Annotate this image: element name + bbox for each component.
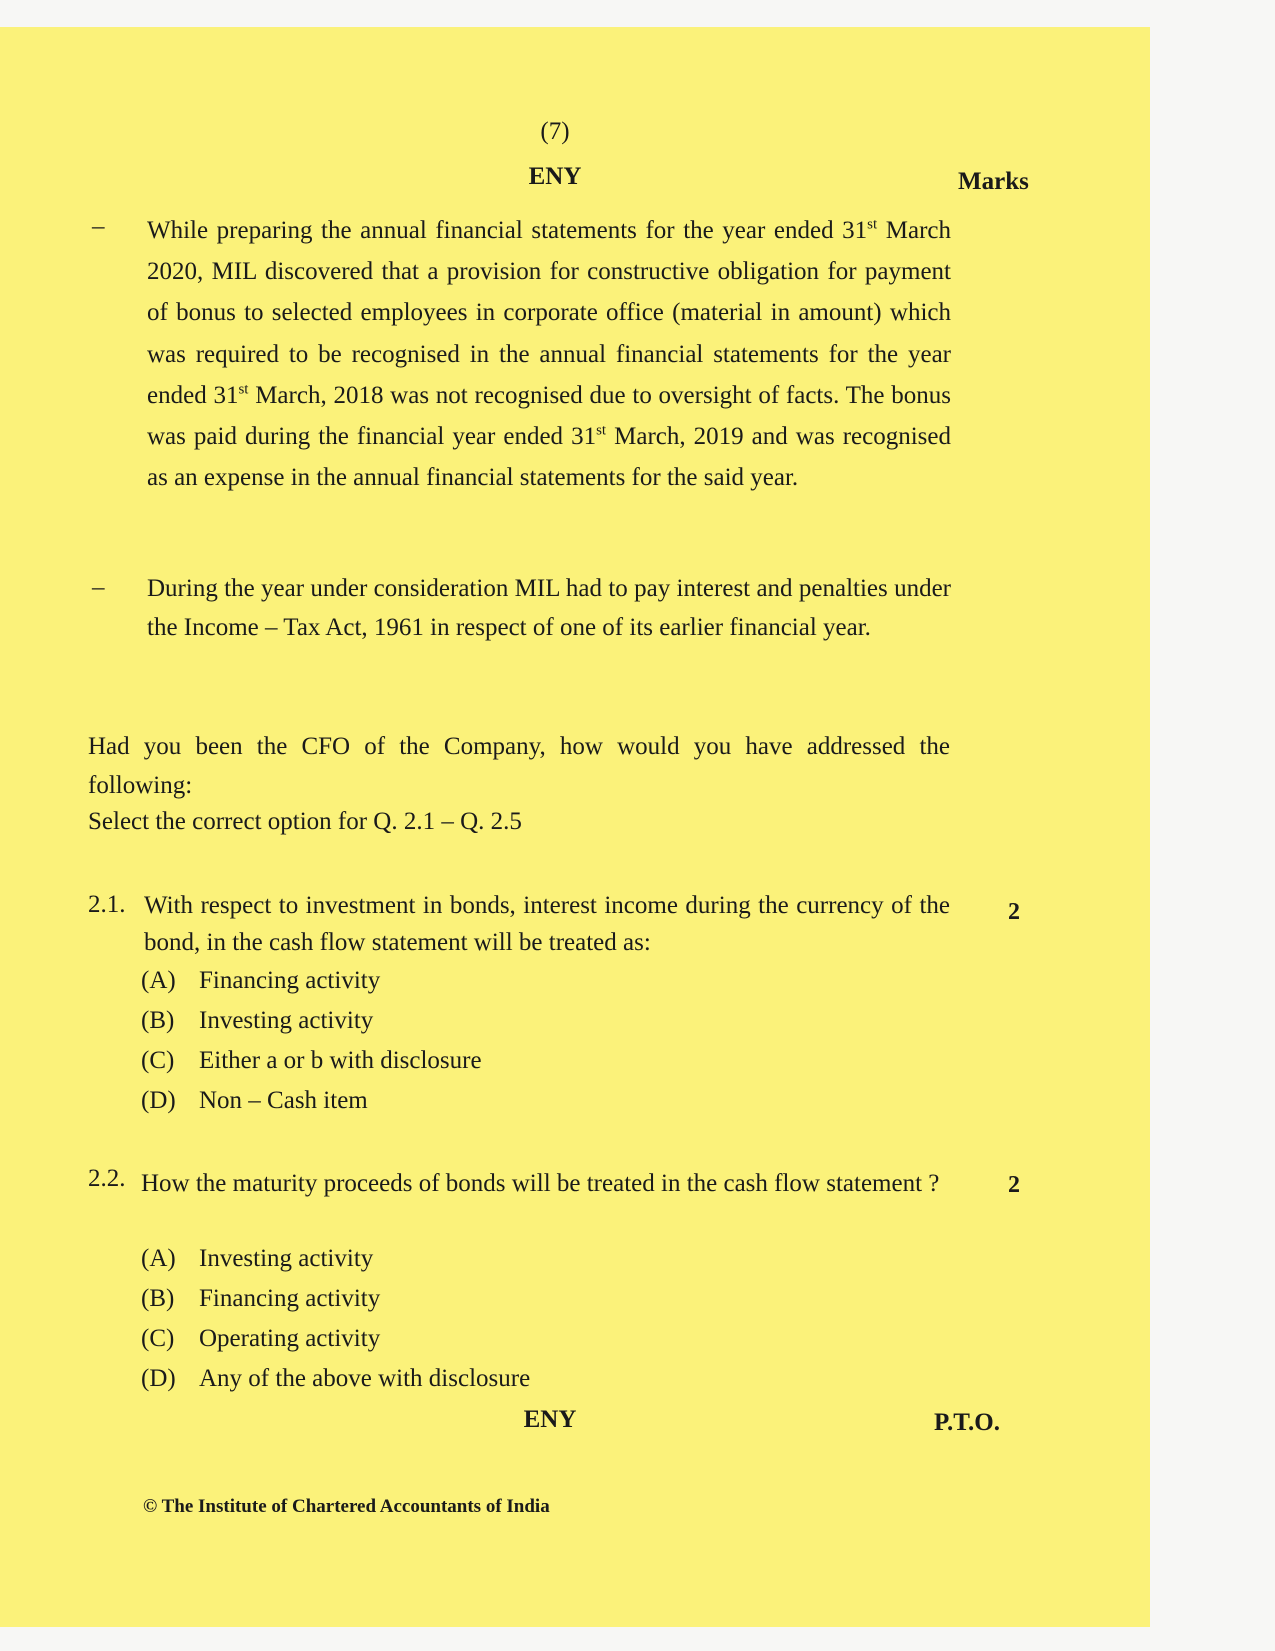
fact-paragraph-interest-penalties: During the year under consideration MIL had to pay interest and penalties under the Income – Tax Act, 1961 in respect of one of its earlier financial year. xyxy=(147,575,951,641)
option-letter: (C) xyxy=(141,1047,175,1074)
fact-bullet: – xyxy=(92,213,105,240)
option-letter: (C) xyxy=(141,1325,175,1352)
select-option-instruction: Select the correct option for Q. 2.1 – Q. 2.5 xyxy=(88,808,522,835)
option-letter: (D) xyxy=(141,1365,176,1392)
page-number: (7) xyxy=(540,118,570,145)
fact-paragraph-bonus-provision: While preparing the annual financial statements for the year ended 31st March 2020, MIL discovered that a provision for constructive obligation for payment of bonus to selected employees in corporate office (material in amount) which was required to be recognised in the annual financial statements for the year ended 31st March, 2018 was not recognised due to oversight of facts. The bonus was paid during the financial year ended 31st March, 2019 and was recognised as an expense in the annual financial statements for the said year. xyxy=(147,216,952,492)
option-text: Financing activity xyxy=(199,1285,381,1312)
option-item xyxy=(141,1046,482,1076)
option-text: Operating activity xyxy=(199,1325,381,1352)
question-number: 2.2. xyxy=(88,1165,126,1192)
option-letter: (A) xyxy=(141,1245,176,1272)
marks-heading: Marks xyxy=(958,168,1029,195)
option-item xyxy=(141,1324,380,1354)
option-item xyxy=(141,1364,530,1394)
option-text: Financing activity xyxy=(199,967,381,994)
option-letter: (B) xyxy=(141,1007,175,1034)
question-text: With respect to investment in bonds, interest income during the currency of the bond, in the cash flow statement will be treated as: xyxy=(144,892,950,956)
option-text: Non – Cash item xyxy=(199,1087,368,1114)
copyright-notice: © The Institute of Chartered Accountants of India xyxy=(143,1496,550,1517)
option-letter: (A) xyxy=(141,967,176,994)
question-text: How the maturity proceeds of bonds will be treated in the cash flow statement ? xyxy=(141,1170,940,1197)
paper-code-bottom: ENY xyxy=(523,1406,577,1433)
question-marks: 2 xyxy=(1008,1172,1020,1198)
please-turn-over: P.T.O. xyxy=(934,1409,1000,1436)
option-item xyxy=(141,1244,373,1274)
paper-code-top: ENY xyxy=(528,163,582,190)
option-item xyxy=(141,1006,373,1036)
option-item xyxy=(141,966,380,996)
option-letter: (B) xyxy=(141,1285,175,1312)
option-item xyxy=(141,1284,380,1314)
option-letter: (D) xyxy=(141,1087,176,1114)
option-text: Investing activity xyxy=(199,1245,374,1272)
fact-bullet: – xyxy=(92,574,105,601)
option-item xyxy=(141,1086,368,1116)
option-text: Investing activity xyxy=(199,1007,374,1034)
cfo-question-intro: Had you been the CFO of the Company, how would you have addressed the following: xyxy=(88,733,950,799)
option-text: Either a or b with disclosure xyxy=(199,1047,482,1074)
option-text: Any of the above with disclosure xyxy=(199,1365,531,1392)
question-number: 2.1. xyxy=(88,891,126,918)
question-marks: 2 xyxy=(1008,899,1020,925)
